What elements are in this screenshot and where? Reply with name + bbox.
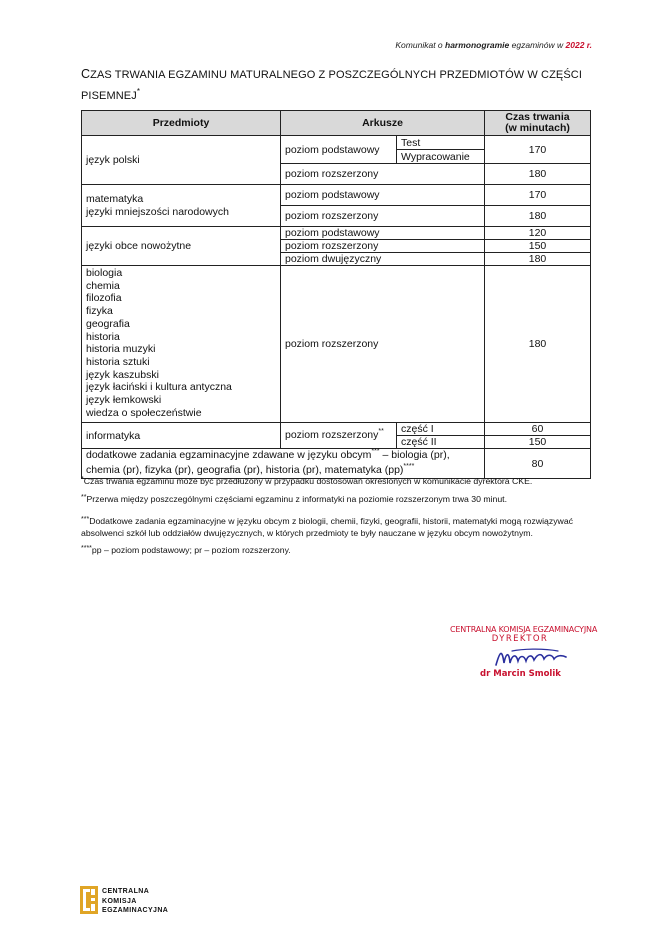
subject-foreign: języki obce nowożytne	[82, 227, 281, 266]
level-foreign-basic: poziom podstawowy	[281, 227, 485, 240]
part-1: część I	[397, 423, 485, 436]
sheet-essay: Wypracowanie	[397, 150, 485, 164]
time-math-extended: 180	[485, 206, 591, 227]
cke-logo-text	[102, 887, 168, 916]
additional-mark-a: ***	[371, 448, 380, 455]
footnote-4-text: pp – poziom podstawowy; pr – poziom rozszerzony.	[91, 545, 291, 555]
cke-logo	[80, 886, 190, 918]
subject-math-line1: matematyka	[86, 192, 144, 205]
list-item: język kaszubski	[86, 368, 159, 381]
list-item: historia muzyki	[86, 343, 156, 356]
table-header-row	[82, 111, 591, 136]
logo-line-1: CENTRALNA	[102, 888, 150, 895]
logo-line-3: EGZAMINACYJNA	[102, 907, 169, 914]
table-row	[82, 136, 591, 150]
additional-text-a: dodatkowe zadania egzaminacyjne zdawane w języku obcym	[86, 449, 372, 461]
footnote-4-mark: ****	[81, 545, 92, 552]
level-extended-subjects: poziom rozszerzony	[281, 266, 485, 423]
footnotes	[81, 476, 591, 563]
header-note-bold: harmonogramie	[445, 40, 510, 50]
list-item: język łemkowski	[86, 394, 162, 407]
stamp-name: dr Marcin Smolik	[480, 669, 561, 679]
header-subjects: Przedmioty	[82, 111, 281, 136]
level-informatics-mark: **	[378, 427, 384, 435]
stamp-role: DYREKTOR	[491, 634, 549, 644]
list-item: filozofia	[86, 292, 122, 305]
level-foreign-bilingual: poziom dwujęzyczny	[281, 253, 485, 266]
list-item: fizyka	[86, 305, 113, 318]
level-math-extended: poziom rozszerzony	[281, 206, 485, 227]
header-duration-line2: (w minutach)	[505, 122, 570, 134]
footnote-3-text: Dodatkowe zadania egzaminacyjne w języku obcym z biologii, chemii, fizyki, geografii, historii, matematyki mogą rozwiązywać absolwenci szkół lub oddziałów dwujęzycznych, w których przedmioty te były nauczane w języku obcym nowożytnym.	[81, 516, 573, 538]
level-polish-extended: poziom rozszerzony	[281, 164, 485, 185]
stamp-org: CENTRALNA KOMISJA EGZAMINACYJNA	[450, 625, 598, 634]
level-foreign-extended: poziom rozszerzony	[281, 240, 485, 253]
table-row	[82, 423, 591, 436]
level-informatics-text: poziom rozszerzony	[285, 428, 379, 441]
time-additional: 80	[485, 449, 591, 479]
list-item: chemia	[86, 279, 120, 292]
footnote-4	[81, 545, 591, 557]
title-text: ZAS TRWANIA EGZAMINU MATURALNEGO Z POSZCZEGÓLNYCH PRZEDMIOTÓW W CZĘŚCI PISEMNEJ	[81, 69, 582, 102]
footnote-2-text: Przerwa między poszczególnymi częściami egzaminu z informatyki na poziomie rozszerzonym trwa 30 minut.	[86, 494, 507, 504]
footnote-2-mark: **	[81, 494, 87, 501]
exam-duration-table	[81, 110, 591, 479]
director-stamp	[450, 625, 598, 685]
subject-math	[82, 185, 281, 227]
footnote-3-mark: ***	[81, 516, 90, 523]
header-note-year: 2022 r.	[565, 40, 592, 50]
subject-informatics: informatyka	[82, 423, 281, 449]
time-part-1: 60	[485, 423, 591, 436]
time-extended-subjects: 180	[485, 266, 591, 423]
time-foreign-extended: 150	[485, 240, 591, 253]
logo-line-2: KOMISJA	[102, 897, 137, 905]
header-duration	[485, 111, 591, 136]
subject-math-line2: języki mniejszości narodowych	[86, 205, 229, 218]
level-informatics	[281, 423, 397, 449]
table-row	[82, 227, 591, 240]
list-item: język łaciński i kultura antyczna	[86, 381, 232, 394]
level-polish-basic: poziom podstawowy	[281, 136, 397, 164]
header-duration-line1: Czas trwania	[505, 111, 570, 123]
table-row	[82, 449, 591, 479]
list-item: historia	[86, 330, 120, 343]
time-foreign-basic: 120	[485, 227, 591, 240]
time-polish-extended: 180	[485, 164, 591, 185]
footnote-2	[81, 494, 591, 506]
document-title	[81, 64, 591, 107]
signature-image	[492, 645, 572, 671]
footnote-3	[81, 516, 591, 539]
list-item: wiedza o społeczeństwie	[86, 406, 202, 419]
header-note	[395, 40, 592, 50]
time-foreign-bilingual: 180	[485, 253, 591, 266]
additional-mark-b: ****	[403, 462, 415, 470]
footnote-1-text: Czas trwania egzaminu może być przedłużony w przypadku dostosowań określonych w komunikacie dyrektora CKE.	[83, 476, 533, 486]
subject-list-extended	[82, 266, 281, 423]
sheet-test: Test	[397, 136, 485, 150]
header-note-prefix: Komunikat o	[395, 40, 443, 50]
time-polish-basic: 170	[485, 136, 591, 164]
title-initial: C	[81, 67, 91, 81]
time-part-2: 150	[485, 436, 591, 449]
footnote-1	[81, 476, 591, 488]
additional-tasks	[82, 449, 485, 479]
list-item: biologia	[86, 267, 123, 279]
table-row	[82, 266, 591, 423]
list-item: historia sztuki	[86, 355, 150, 368]
table-row	[82, 185, 591, 206]
header-sheets: Arkusze	[281, 111, 485, 136]
subject-polish: język polski	[82, 136, 281, 185]
header-note-middle: egzaminów w	[511, 40, 564, 50]
footnote-1-mark: *	[81, 476, 84, 483]
part-2: część II	[397, 436, 485, 449]
cke-logo-icon	[80, 886, 100, 914]
additional-text-b: – biologia (pr), chemia (pr), fizyka (pr), geografia (pr), historia (pr), matematyka (pp)	[86, 449, 450, 476]
time-math-basic: 170	[485, 185, 591, 206]
title-footnote-mark: *	[136, 87, 141, 96]
list-item: geografia	[86, 317, 130, 330]
level-math-basic: poziom podstawowy	[281, 185, 485, 206]
